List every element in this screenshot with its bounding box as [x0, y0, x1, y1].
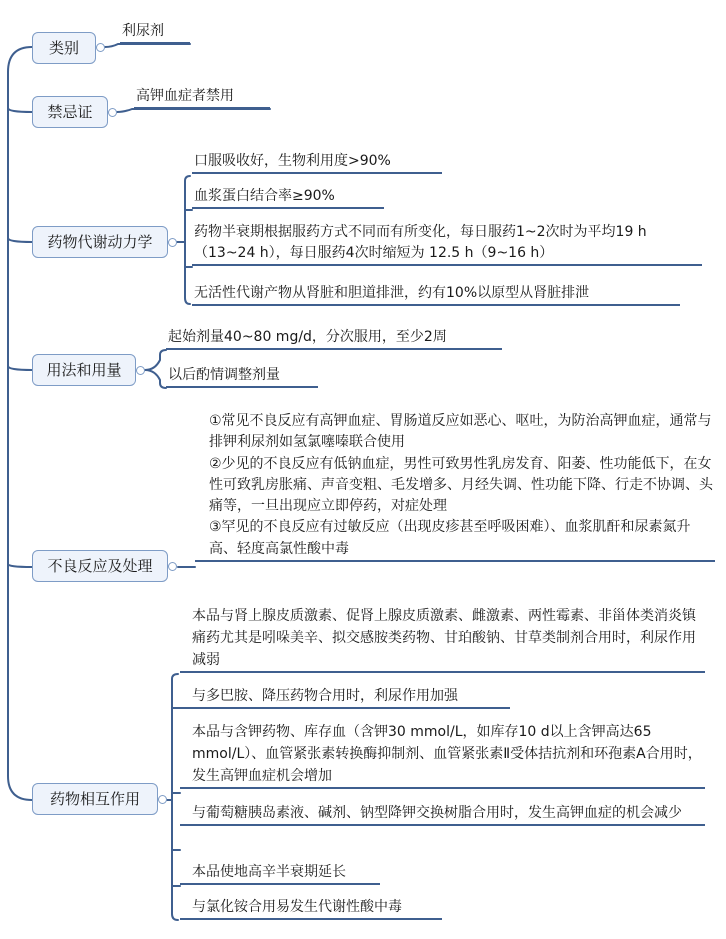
- category-node-5[interactable]: 不良反应及处理: [32, 550, 168, 582]
- collapse-toggle-icon[interactable]: [96, 43, 105, 52]
- leaf-interaction-2[interactable]: 与多巴胺、降压药物合用时，利尿作用加强: [180, 686, 510, 709]
- category-node-3[interactable]: 药物代谢动力学: [32, 226, 168, 258]
- leaf-contraindication[interactable]: 高钾血症者禁用: [134, 86, 270, 109]
- leaf-pk-protein-binding[interactable]: 血浆蛋白结合率≥90%: [192, 186, 384, 209]
- leaf-interaction-4[interactable]: 与葡萄糖胰岛素液、碱剂、钠型降钾交换树脂合用时，发生高钾血症的机会减少: [180, 802, 705, 826]
- collapse-toggle-icon[interactable]: [168, 562, 177, 571]
- leaf-interaction-3[interactable]: 本品与含钾药物、库存血（含钾30 mmol/L，如库存10 d以上含钾高达65 mmol/L）、血管紧张素转换酶抑制剂、血管紧张素Ⅱ受体拮抗剂和环孢素A合用时，发生高钾血症机会增加: [180, 721, 705, 789]
- link-6-up: [172, 674, 178, 800]
- leaf-category[interactable]: 利尿剂: [120, 21, 190, 44]
- collapse-toggle-icon[interactable]: [158, 795, 167, 804]
- link-3-down: [185, 242, 190, 304]
- leaf-dosage-start[interactable]: 起始剂量40~80 mg/d，分次服用，至少2周: [166, 327, 502, 350]
- link-4-up: [145, 350, 166, 370]
- branch-4: [8, 366, 32, 370]
- leaf-interaction-1[interactable]: 本品与肾上腺皮质激素、促肾上腺皮质激素、雌激素、两性霉素、非甾体类消炎镇痛药尤其是吲哚美辛、拟交感胺类药物、甘珀酸钠、甘草类制剂合用时，利尿作用减弱: [180, 605, 705, 673]
- leaf-dosage-adjust[interactable]: 以后酌情调整剂量: [166, 365, 318, 388]
- collapse-toggle-icon[interactable]: [108, 108, 117, 117]
- link-1: [105, 44, 190, 47]
- leaf-adverse-reactions[interactable]: ①常见不良反应有高钾血症、胃肠道反应如恶心、呕吐，为防治高钾血症，通常与排钾利尿剂如氢氯噻嗪联合使用 ②少见的不良反应有低钠血症，男性可致男性乳房发育、阳萎、性功能低下，在女性可致乳房胀痛、声音变粗、毛发增多、月经失调、性功能下降、行走不协调、头痛等，一旦出现应立即停药，对症处理 ③罕见的不良反应有过敏反应（出现皮疹甚至呼吸困难）、血浆肌酐和尿素氮升高、轻度高氯性酸中毒: [195, 411, 715, 562]
- branch-2: [8, 108, 32, 112]
- collapse-toggle-icon[interactable]: [136, 366, 145, 375]
- branch-3: [8, 238, 32, 242]
- leaf-pk-excretion[interactable]: 无活性代谢产物从肾脏和胆道排泄，约有10%以原型从肾脏排泄: [192, 283, 680, 306]
- branch-5: [8, 564, 32, 567]
- leaf-pk-half-life[interactable]: 药物半衰期根据服药方式不同而有所变化，每日服药1~2次时为平均19 h（13~24 h），每日服药4次时缩短为 12.5 h（9~16 h）: [192, 222, 702, 266]
- category-node-4[interactable]: 用法和用量: [32, 354, 136, 386]
- link-2: [117, 109, 270, 112]
- link-6-down: [172, 800, 178, 920]
- category-node-2[interactable]: 禁忌证: [32, 96, 108, 128]
- leaf-pk-absorption[interactable]: 口服吸收好，生物利用度>90%: [192, 151, 442, 174]
- link-4-down: [145, 370, 166, 388]
- category-node-6[interactable]: 药物相互作用: [32, 783, 158, 815]
- category-node-1[interactable]: 类别: [32, 32, 96, 64]
- collapse-toggle-icon[interactable]: [168, 238, 177, 247]
- root-trunk: [8, 47, 32, 800]
- leaf-interaction-6[interactable]: 与氯化铵合用易发生代谢性酸中毒: [180, 897, 442, 920]
- leaf-interaction-5[interactable]: 本品使地高辛半衰期延长: [180, 862, 380, 885]
